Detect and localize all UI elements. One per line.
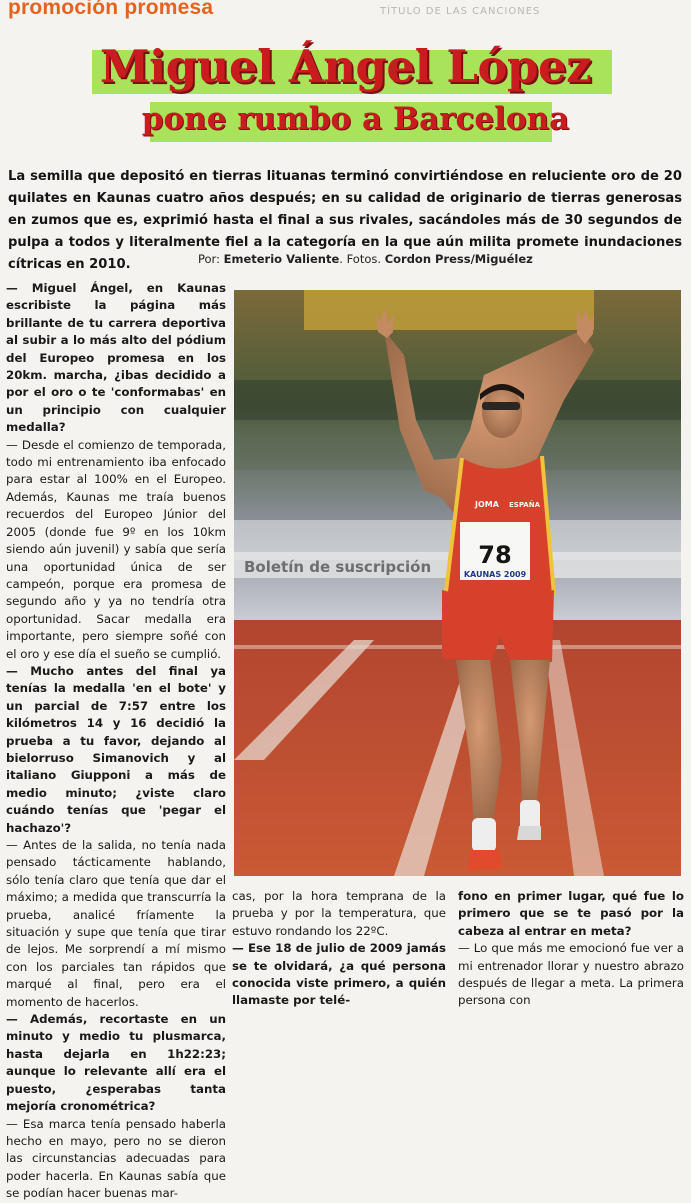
interview-question: fono en primer lugar, qué fue lo primero que se te pasó por la cabeza al entrar en meta?	[458, 889, 684, 938]
ghost-header-text: TÍTULO DE LAS CANCIONES	[380, 6, 541, 17]
interview-answer: — Lo que más me emocionó fue ver a mi entrenador llorar y nuestro abrazo después de llegar a meta. La primera persona con	[458, 941, 684, 1008]
byline-photos-prefix: . Fotos.	[339, 252, 385, 266]
interview-question: — Miguel Ángel, en Kaunas escribiste la página más brillante de tu carrera deportiva al subir a lo más alto del pódium del Europeo promesa en los 20km. marcha, ¿ibas decidido a por el oro o te 'conformabas' en un principio con cualquier medalla?	[6, 281, 226, 435]
interview-question: — Ese 18 de julio de 2009 jamás se te olvidará, ¿a qué persona conocida viste primero, a quién llamaste por telé-	[232, 941, 446, 1008]
headline-subtitle: pone rumbo a Barcelona	[141, 101, 570, 137]
bib-event: KAUNAS 2009	[463, 570, 527, 579]
interview-answer: — Esa marca tenía pensado haberla hecho en mayo, pero no se dieron las circunstancias adecuadas para poder hacerla. En Kaunas sabía que se podían hacer buenas mar-	[6, 1116, 226, 1201]
photo-overlay-text: Boletín de suscripción	[244, 558, 432, 576]
athlete-photo	[234, 290, 681, 876]
interview-question: — Además, recortaste en un minuto y medio tu plusmarca, hasta dejarla en 1h22:23; aunque lo relevante allí era el puesto, ¿esperabas tanta mejoría cronométrica?	[6, 1012, 226, 1114]
article-column-middle	[232, 888, 446, 1010]
shirt-country-text: ESPAÑA	[509, 501, 541, 509]
headline-title: Miguel Ángel López	[99, 40, 592, 93]
interview-answer: cas, por la hora temprana de la prueba y por la temperatura, que estuvo rondando los 22ºC.	[232, 889, 446, 938]
interview-answer: — Desde el comienzo de temporada, todo mi entrenamiento iba enfocado para estar al 100% en el Europeo. Además, Kaunas me traía buenos recuerdos del Europeo Júnior del 2005 (donde fue 9º en los 10km siendo aún juvenil) y sabía que sería una oportunidad única de ser campeón, porque era promesa de segundo año y ya no tendría otra oportunidad. Sacar medalla era importante, pero siempre soñé con el oro y ese día el sueño se cumplió.	[6, 437, 226, 661]
shirt-sponsor-text: JOMA	[475, 500, 499, 509]
byline-prefix: Por:	[198, 252, 224, 266]
interview-answer: — Antes de la salida, no tenía nada pensado tácticamente hablando, sólo tenía claro que tenía que dar el máximo; a medida que transcurría la prueba, analicé fríamente la situación y supe que tenía que tirar de lejos. Me sorprendí a mí mismo con los parciales tan rápidos que marqué al final, pero era el momento de hacerlos.	[6, 838, 226, 1009]
byline-photographers: Cordon Press/Miguélez	[384, 252, 533, 266]
headline	[0, 34, 691, 149]
byline	[198, 252, 668, 266]
intro-paragraph: La semilla que depositó en tierras lituanas terminó convirtiéndose en reluciente oro de 20 quilates en Kaunas cuatro años después; en su calidad de originario de tierras generosas en zumos que es, exprimió hasta el final a sus rivales, sacándoles más de 30 segundos de pulpa a todos y literalmente fiel a la categoría en la que aún milita promete inundaciones cítricas en 2010.	[8, 169, 682, 272]
bib-number: 78	[478, 541, 512, 569]
section-tag: promoción promesa	[8, 0, 214, 19]
byline-author: Emeterio Valiente	[223, 252, 340, 266]
article-column-left	[6, 280, 226, 1203]
article-column-right	[458, 888, 684, 1010]
athlete-photo-illustration	[234, 290, 681, 876]
interview-question: — Mucho antes del final ya tenías la medalla 'en el bote' y un parcial de 7:57 entre los kilómetros 14 y 16 decidió la prueba a tu favor, dejando al bielorruso Simanovich y al italiano Giupponi a más de medio minuto; ¿viste claro cuándo tenías que 'pegar el hachazo'?	[6, 663, 226, 835]
